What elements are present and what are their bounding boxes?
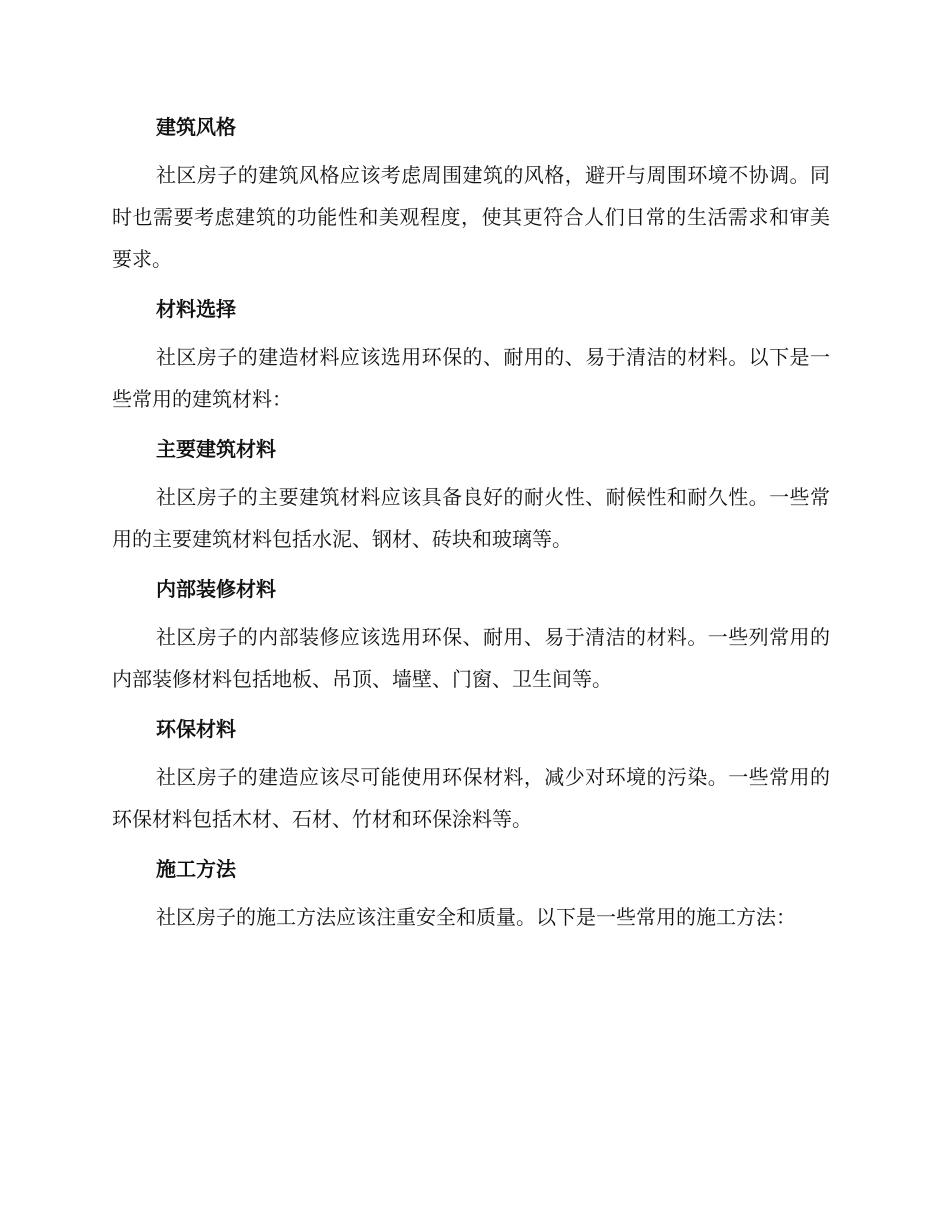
section-heading: 环保材料 [156,717,236,741]
section-paragraph: 社区房子的内部装修应该选用环保、耐用、易于清洁的材料。一些列常用的内部装修材料包括地板、吊顶、墙壁、门窗、卫生间等。 [112,625,830,691]
section-heading: 材料选择 [156,297,236,321]
section-paragraph: 社区房子的建造材料应该选用环保的、耐用的、易于清洁的材料。以下是一些常用的建筑材料： [112,345,830,411]
section-eco-materials [112,708,830,840]
section-material-selection [112,288,830,420]
section-paragraph: 社区房子的建筑风格应该考虑周围建筑的风格，避开与周围环境不协调。同时也需要考虑建筑的功能性和美观程度，使其更符合人们日常的生活需求和审美要求。 [112,163,830,271]
section-paragraph: 社区房子的主要建筑材料应该具备良好的耐火性、耐候性和耐久性。一些常用的主要建筑材料包括水泥、钢材、砖块和玻璃等。 [112,485,830,551]
section-construction-methods [112,848,830,938]
section-interior-materials [112,568,830,700]
section-paragraph: 社区房子的建造应该尽可能使用环保材料，减少对环境的污染。一些常用的环保材料包括木材、石材、竹材和环保涂料等。 [112,765,830,831]
section-heading: 施工方法 [156,857,236,881]
section-main-building-materials [112,428,830,560]
section-architectural-style [112,106,830,280]
document-body [112,106,830,946]
section-paragraph: 社区房子的施工方法应该注重安全和质量。以下是一些常用的施工方法： [156,905,796,929]
section-heading: 主要建筑材料 [156,437,276,461]
section-heading: 内部装修材料 [156,577,276,601]
section-heading: 建筑风格 [156,115,236,139]
